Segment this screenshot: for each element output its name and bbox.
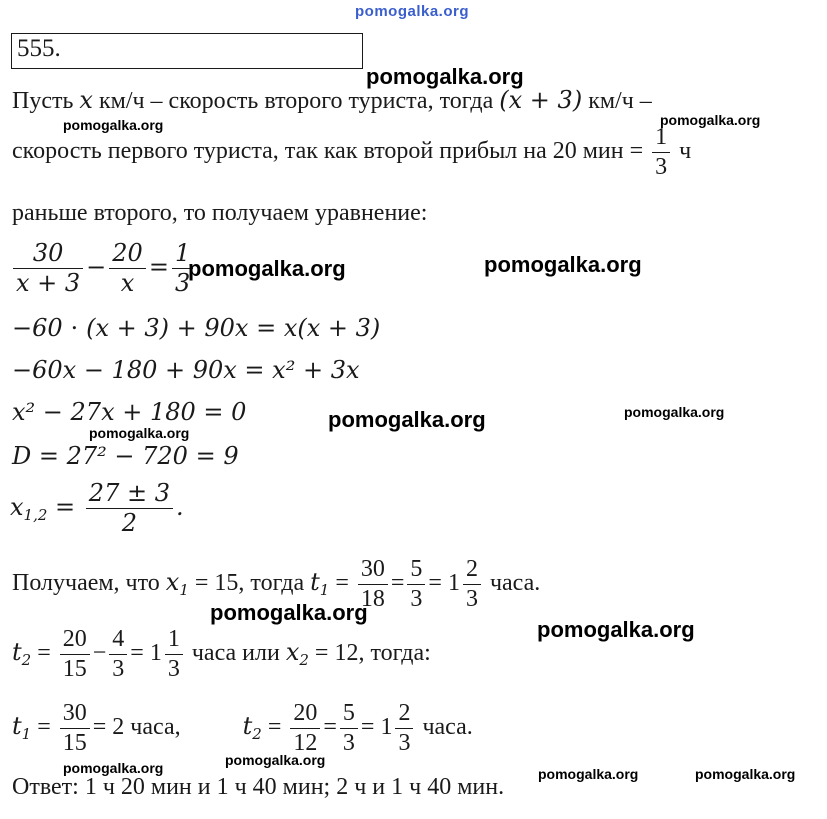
equation-4: x² − 27x + 180 = 0 — [12, 398, 247, 426]
result-line-3: $t_1$ = $\frac{30}{15}$ = 2 часа, $t_2$ = $\frac{20}{12}$ = $\frac{5}{3}$ = 1 $\frac{2}{3}$ часа. — [12, 700, 473, 756]
watermark: pomogalka.org — [660, 112, 761, 128]
result-line-1: Получаем, что $x_1 = 15$, тогда $t_1$ = $\frac{30}{18}$ = $\frac{5}{3}$ = 1 $\frac{2}{3}$ часа. — [12, 556, 541, 612]
equation-3: −60x − 180 + 90x = x² + 3x — [12, 356, 360, 384]
watermark: pomogalka.org — [695, 766, 796, 782]
watermark: pomogalka.org — [63, 117, 164, 133]
watermark: pomogalka.org — [537, 617, 695, 642]
result-line-2: $t_2$ = $\frac{20}{15}$ − $\frac{4}{3}$ = 1 $\frac{1}{3}$ часа или $x_2 = 12$, тогда: — [12, 626, 431, 682]
equation-5: D = 27² − 720 = 9 — [12, 442, 239, 470]
watermark: pomogalka.org — [188, 256, 346, 281]
watermark: pomogalka.org — [63, 760, 164, 776]
watermark: pomogalka.org — [366, 64, 524, 89]
watermark: pomogalka.org — [328, 407, 486, 432]
fraction-one-third: $\frac{1}{3}$ — [652, 124, 670, 181]
watermark: pomogalka.org — [225, 752, 326, 768]
watermark: pomogalka.org — [484, 252, 642, 277]
watermark: pomogalka.org — [624, 404, 725, 420]
watermark: pomogalka.org — [89, 425, 190, 441]
intro-line-2: скорость первого туриста, так как второй прибыл на 20 мин = $\frac{1}{3}$ ч — [12, 124, 692, 180]
watermark: pomogalka.org — [538, 766, 639, 782]
intro-line-3: раньше второго, то получаем уравнение: — [12, 200, 428, 226]
task-number: 555. — [17, 35, 61, 62]
equation-2: −60 ⋅ (x + 3) + 90x = x(x + 3) — [12, 314, 381, 342]
watermark: pomogalka.org — [210, 600, 368, 625]
equation-1: $\frac{30}{x + 3}$ − $\frac{20}{x}$ = $\frac{1}{3}$ — [10, 240, 196, 297]
watermark-top: pomogalka.org — [355, 3, 470, 20]
answer-line: Ответ: 1 ч 20 мин и 1 ч 40 мин; 2 ч и 1 ч 40 мин. — [12, 774, 505, 800]
task-number-box — [11, 33, 363, 69]
intro-line-1: Пусть x км/ч – скорость второго туриста, тогда (x + 3) км/ч – — [12, 86, 652, 114]
equation-roots: $x_{1,2}$ = $\frac{27 \pm 3}{2}$ . — [10, 479, 184, 537]
